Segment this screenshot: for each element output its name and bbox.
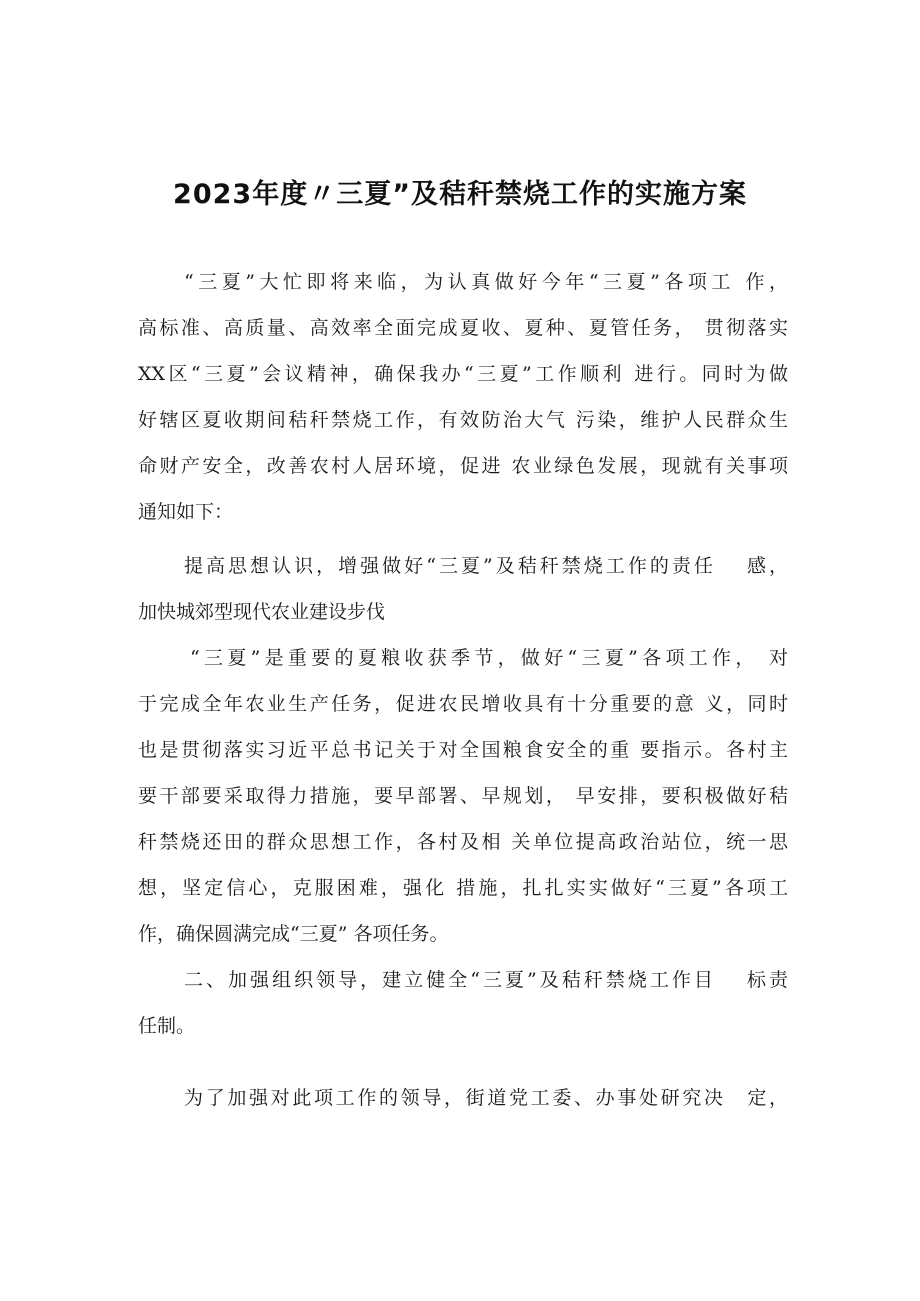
heading-1-line-1: 提高思想认识，增强做好“三夏”及秸秆禁烧工作的责任 感，: [184, 555, 788, 577]
paragraph-1-line-4: 好辖区夏收期间秸秆禁烧工作，有效防治大气 污染，维护人民群众生: [138, 409, 788, 431]
heading-1-line-2: 加快城郊型现代农业建设步伐: [138, 601, 386, 623]
paragraph-2-line-1: “三夏”是重要的夏粮收获季节，做好“三夏”各项工作， 对: [190, 647, 788, 669]
heading-2-line-1: 二、加强组织领导，建立健全“三夏”及秸秆禁烧工作目 标责: [184, 969, 788, 991]
paragraph-2-line-5: 秆禁烧还田的群众思想工作，各村及相 关单位提高政治站位，统一思: [138, 831, 788, 853]
paragraph-1-line-5: 命财产安全，改善农村人居环境，促进 农业绿色发展，现就有关事项: [138, 455, 788, 477]
paragraph-2-line-3: 也是贯彻落实习近平总书记关于对全国粮食安全的重 要指示。各村主: [138, 739, 788, 761]
paragraph-1-line-1: “三夏”大忙即将来临，为认真做好今年“三夏”各项工 作，: [184, 271, 788, 293]
document-title: 2023年度〃三夏”及秸秆禁烧工作的实施方案: [173, 179, 747, 210]
paragraph-2-line-7: 作，确保圆满完成“三夏” 各项任务。: [138, 923, 449, 945]
paragraph-2-line-2: 于完成全年农业生产任务，促进农民增收具有十分重要的意 义，同时: [138, 693, 788, 715]
paragraph-3-line-1: 为了加强对此项工作的领导，街道党工委、办事处研究决 定，: [184, 1087, 788, 1109]
paragraph-2-line-6: 想，坚定信心，克服困难，强化 措施，扎扎实实做好“三夏”各项工: [138, 877, 788, 899]
paragraph-2-line-4: 要干部要采取得力措施，要早部署、早规划， 早安排，要积极做好秸: [138, 785, 788, 807]
heading-2-line-2: 任制。: [138, 1015, 196, 1037]
paragraph-1-line-3: XX区“三夏”会议精神，确保我办“三夏”工作顺利 进行。同时为做: [138, 363, 788, 385]
paragraph-1-line-6: 通知如下：: [138, 501, 234, 523]
paragraph-1-line-2: 高标准、高质量、高效率全面完成夏收、夏种、夏管任务， 贯彻落实: [138, 317, 788, 339]
